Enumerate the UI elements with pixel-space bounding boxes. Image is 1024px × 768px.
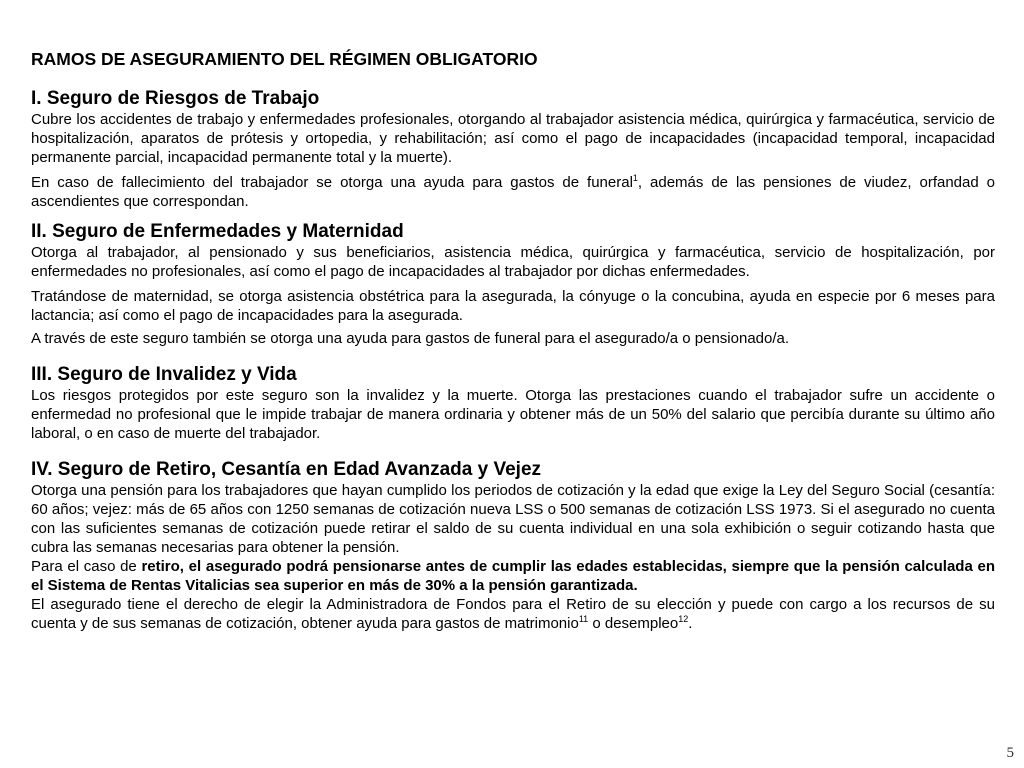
section-riesgos-trabajo <box>31 88 995 211</box>
section-heading: II. Seguro de Enfermedades y Maternidad <box>31 221 404 242</box>
page-number: 5 <box>1006 745 1014 761</box>
paragraph: Otorga una pensión para los trabajadores que hayan cumplido los periodos de cotización y la edad que exige la Ley del Seguro Social (cesantía: 60 años; vejez: más de 65 años con 1250 semanas de cotización nueva LSS o 500 semanas de cotización LSS 1973. Si el asegurado no cuenta con las suficientes semanas de cotización puede retirar el saldo de su cuenta individual en una sola exhibición o seguir cotizando hasta que cubra las semanas necesarias para obtener la pensión. <box>31 482 995 556</box>
paragraph: Otorga al trabajador, al pensionado y sus beneficiarios, asistencia médica, quirúrgica y farmacéutica, servicio de hospitalización, por enfermedades no profesionales, así como el pago de incapacidades al trabajador por dichas enfermedades. <box>31 244 995 280</box>
document-page <box>31 48 995 637</box>
paragraph: Tratándose de maternidad, se otorga asistencia obstétrica para la asegurada, la cónyuge o la concubina, ayuda en especie por 6 meses para lactancia; así como el pago de incapacidades para la asegurada. <box>31 288 995 324</box>
paragraph <box>31 173 995 211</box>
section-heading: I. Seguro de Riesgos de Trabajo <box>31 88 320 109</box>
paragraph: Los riesgos protegidos por este seguro son la invalidez y la muerte. Otorga las prestaciones cuando el trabajador sufre un accidente o enfermedad no profesional que le impide trabajar de manera ordinaria y obtener más de un 50% del salario que percibía durante su último año laboral, o en caso de muerte del trabajador. <box>31 387 995 442</box>
paragraph-text: o desempleo <box>588 615 679 632</box>
paragraph-text: . <box>688 615 693 632</box>
page-title: RAMOS DE ASEGURAMIENTO DEL RÉGIMEN OBLIGATORIO <box>31 49 538 69</box>
section-enfermedades-maternidad <box>31 221 995 348</box>
paragraph <box>31 595 995 633</box>
footnote-ref: 1 <box>632 173 638 183</box>
paragraph-text: , además de las pensiones de viudez, orfandad o ascendientes que correspondan. <box>31 174 995 210</box>
section-retiro-cesantia-vejez <box>31 459 995 633</box>
paragraph-text: En caso de fallecimiento del trabajador se otorga una ayuda para gastos de funeral <box>31 174 633 191</box>
paragraph-text: El asegurado tiene el derecho de elegir la Administradora de Fondos para el Retiro de su elección y puede con cargo a los recursos de su cuenta y de sus semanas de cotización, obtener ayuda para gastos de matrimonio <box>31 596 995 632</box>
paragraph: Cubre los accidentes de trabajo y enfermedades profesionales, otorgando al trabajador asistencia médica, quirúrgica y farmacéutica, servicio de hospitalización, aparatos de prótesis y ortopedia, y rehabilitación; así como el pago de incapacidades (incapacidad temporal, incapacidad permanente parcial, incapacidad permanente total y la muerte). <box>31 111 995 166</box>
paragraph <box>31 557 995 595</box>
paragraph-text: Para el caso de <box>31 558 142 575</box>
paragraph-bold-text: retiro, el asegurado podrá pensionarse antes de cumplir las edades establecidas, siempre que la pensión calculada en el Sistema de Rentas Vitalicias sea superior en más de 30% a la pensión garantizada. <box>31 558 996 594</box>
section-heading: III. Seguro de Invalidez y Vida <box>31 364 297 385</box>
footnote-ref: 12 <box>678 614 689 624</box>
section-heading: IV. Seguro de Retiro, Cesantía en Edad Avanzada y Vejez <box>31 459 542 480</box>
section-invalidez-vida <box>31 364 995 443</box>
paragraph: A través de este seguro también se otorga una ayuda para gastos de funeral para el asegurado/a o pensionado/a. <box>31 330 790 347</box>
footnote-ref: 11 <box>578 614 589 624</box>
